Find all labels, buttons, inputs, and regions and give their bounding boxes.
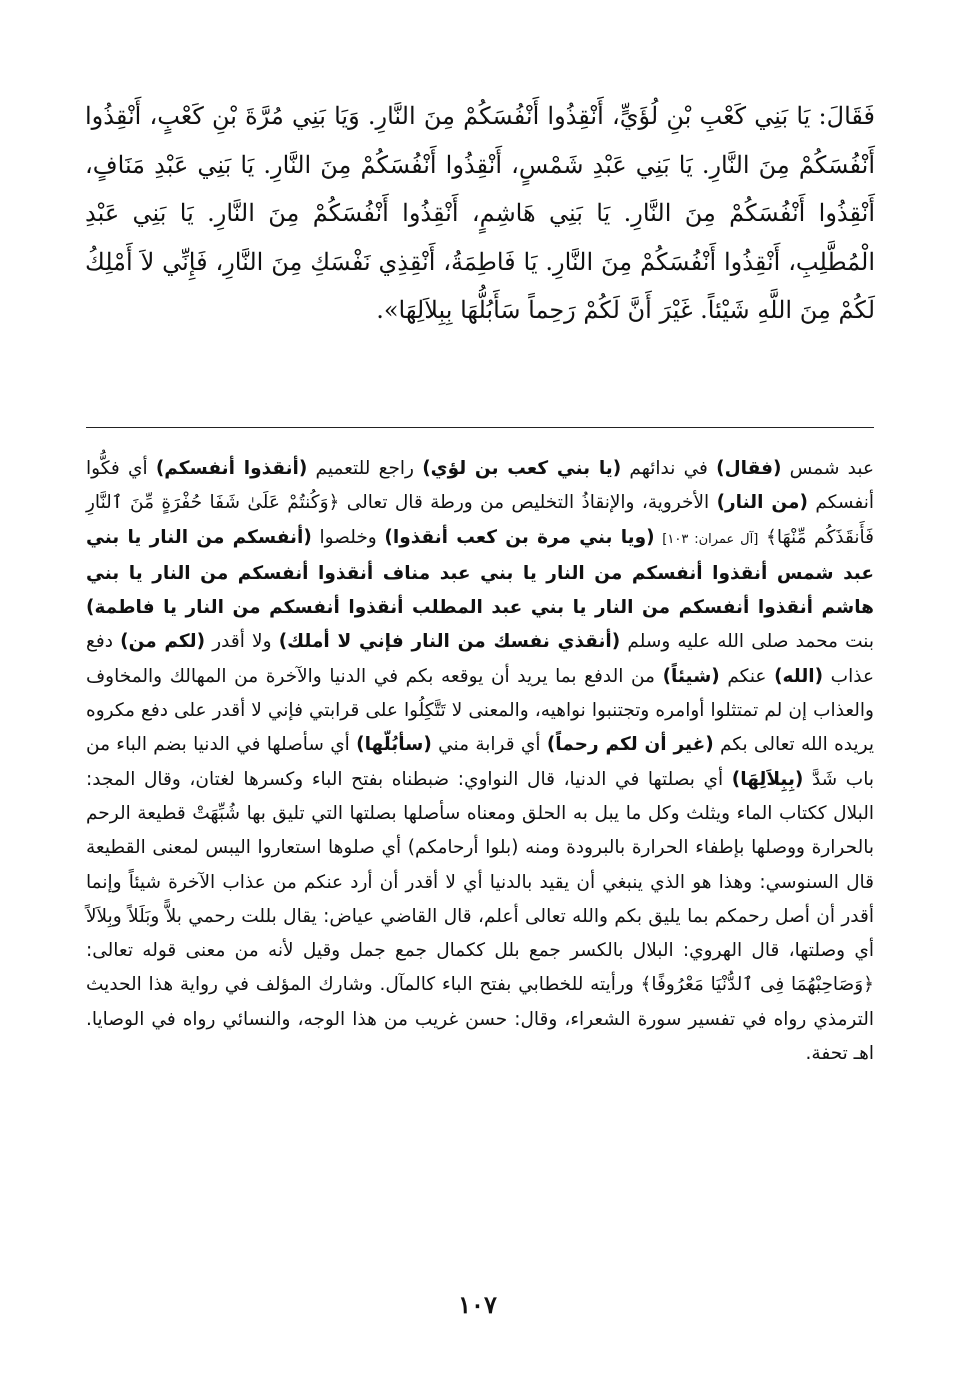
commentary-quote: (الله) — [774, 665, 824, 687]
commentary-segment: من الدفع بما يريد أن يوقعه بكم في الدنيا والآخرة من المهالك والمخاوف والعذاب إن لم تمتثلوا أوامره وتجتنبوا نواهيه، والمعنى لا تَتَّكِلُوا على قرابتي فإني لا أقدر على دفع مكروه يريده الله تعالى بكم — [86, 665, 875, 756]
hadith-main-text: فَقَالَ: يَا بَنِي كَعْبِ بْنِ لُؤَيٍّ، أَنْقِذُوا أَنْفُسَكُمْ مِنَ النَّارِ. وَيَا بَنِي مُرَّةَ بْنِ كَعْبٍ، أَنْقِذُوا أَنْفُسَكُمْ مِنَ النَّارِ. يَا بَنِي عَبْدِ شَمْسٍ، أَنْقِذُوا أَنْفُسَكُمْ مِنَ النَّارِ. يَا بَنِي عَبْدِ مَنَافٍ، أَنْقِذُوا أَنْفُسَكُمْ مِنَ النَّارِ. يَا بَنِي هَاشِمٍ، أَنْقِذُوا أَنْفُسَكُمْ مِنَ النَّارِ. يَا بَنِي عَبْدِ الْمُطَّلِبِ، أَنْقِذُوا أَنْفُسَكُمْ مِنَ النَّارِ. يَا فَاطِمَةُ، أَنْقِذِي نَفْسَكِ مِنَ النَّارِ، فَإِنِّي لاَ أَمْلِكُ لَكُمْ مِنَ اللَّهِ شَيْئاً. غَيْرَ أَنَّ لَكُمْ رَحِماً سَأَبُلُّهَا بِبِلاَلِهَا». — [85, 102, 875, 324]
commentary-quote: (من النار) — [716, 492, 808, 514]
commentary-segment: أي فكُّوا أنفسكم — [86, 458, 875, 514]
footnote-separator-line — [86, 427, 874, 428]
commentary-text — [86, 452, 874, 1071]
commentary-quote: (أنفسكم من النار يا بني عبد شمس أنقذوا أنفسكم من النار يا بني عبد مناف أنقذوا أنفسكم من النار يا بني هاشم أنقذوا أنفسكم من النار يا بني عبد المطلب أنقذوا أنفسكم من النار يا فاطمة) — [86, 526, 874, 619]
commentary-segment: عبد شمس — [781, 458, 874, 479]
commentary-segment: دفع عذاب — [86, 631, 874, 687]
quran-reference: [آل عمران: ١٠٣] — [662, 531, 759, 547]
commentary-quote: (شيئاً) — [662, 665, 720, 687]
commentary-segment: راجع للتعميم — [307, 458, 423, 479]
commentary-segment: أي بصلتها في الدنيا، قال النواوي: ضبطناه بفتح الباء وكسرها لغتان، وقال المجد: البلال ككتاب الماء ويثلث وكل ما يبل به الحلق ومعناه سأصلها بصلتها التي تليق بها شُبِّهَتْ قطيعة الرحم بالحرارة ووصلها بإطفاء الحرارة بالبرودة ومنه (بلوا أرحامكم) أي صلوها استعاروا اليبس لمعنى القطيعة قال السنوسي: وهذا هو الذي ينبغي أن يقيد بالدنيا أي لا أقدر أن أرد عنكم من عذاب الآخرة شيئاً وإنما أقدر أن أصل رحمكم بما يليق بكم والله تعالى أعلم، قال القاضي عياض: يقال بللت رحمي بلاًّ وبَلَلاً وبِلاَلاً أي وصلتها، قال الهروي: البلال بالكسر جمع بلل ككمال جمع جمل وقيل لأنه من معنى قوله تعالى: ﴿وَصَاحِبْهُمَا فِى ٱلدُّنْيَا مَعْرُوفًا﴾ ورأيته للخطابي بفتح الباء كالمآل. وشارك المؤلف في رواية هذا الحديث الترمذي رواه في تفسير سورة الشعراء، وقال: حسن غريب من هذا الوجه، والنسائي رواه في الوصايا. اهـ تحفة. — [86, 768, 874, 1065]
commentary-quote: (بِبِلاَلِهَا) — [731, 768, 804, 790]
commentary-segment: ولا أقدر — [205, 631, 279, 653]
commentary-segment: في ندائهم — [621, 458, 717, 479]
commentary-quote: (يا بني كعب بن لؤي) — [422, 458, 622, 479]
commentary-quote: (سأبُلّها) — [356, 734, 432, 756]
commentary-quote: (ويا بني مرة بن كعب أنقذوا) — [384, 526, 655, 548]
commentary-quote: (لكم من) — [120, 631, 206, 653]
commentary-segment: وخلصوا — [311, 526, 385, 548]
commentary-segment: بنت محمد صلى الله عليه وسلم — [620, 631, 875, 653]
commentary-segment: أي قرابة مني — [431, 734, 547, 756]
commentary-quote: (فقال) — [716, 458, 782, 479]
commentary-quote: (أنقذوا أنفسكم) — [155, 458, 308, 479]
commentary-segment: عنكم — [719, 665, 775, 687]
commentary-quote: (أنقذي نفسك من النار فإني لا أملك) — [278, 631, 621, 653]
page-number: ١٠٧ — [458, 1290, 497, 1319]
commentary-segment: الأخروية، والإنقاذُ التخليص من ورطة قال تعالى ﴿وَكُنتُمْ عَلَىٰ شَفَا حُفْرَةٍ مِّنَ ٱلنَّارِ فَأَنقَذَكُم مِّنْهَا﴾ — [86, 492, 875, 548]
commentary-segment: أي سأصلها في الدنيا بضم الباء من باب شَدَّ — [86, 734, 874, 790]
commentary-quote: (غير أن لكم رحماً) — [546, 734, 714, 756]
